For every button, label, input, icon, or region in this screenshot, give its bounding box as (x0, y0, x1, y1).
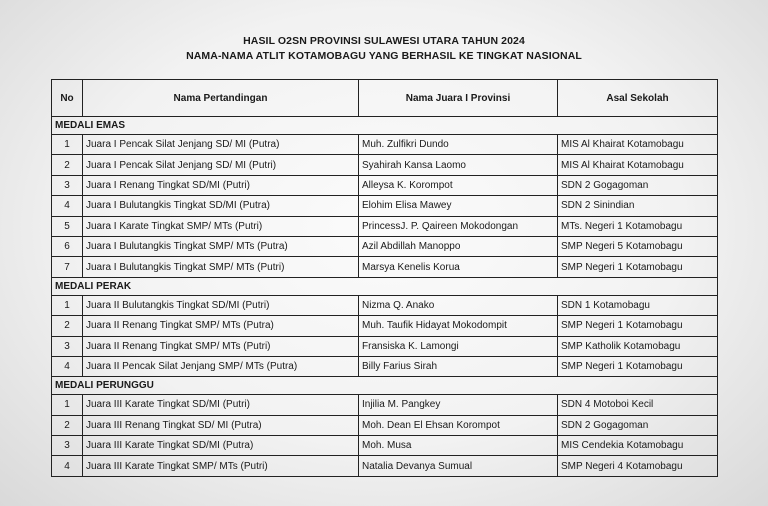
cell-event: Juara II Pencak Silat Jenjang SMP/ MTs (Putra) (83, 356, 359, 376)
cell-no: 1 (52, 295, 83, 315)
cell-no: 1 (52, 395, 83, 415)
document-subtitle: NAMA-NAMA ATLIT KOTAMOBAGU YANG BERHASIL KE TINGKAT NASIONAL (186, 50, 582, 62)
results-table (51, 79, 718, 477)
cell-event: Juara III Renang Tingkat SD/ MI (Putra) (83, 415, 359, 435)
cell-event: Juara I Pencak Silat Jenjang SD/ MI (Putra) (83, 135, 359, 155)
section-row (52, 377, 718, 395)
table-row (52, 395, 718, 415)
cell-no: 4 (52, 456, 83, 476)
cell-winner: Elohim Elisa Mawey (359, 196, 558, 216)
table-row (52, 135, 718, 155)
cell-event: Juara I Karate Tingkat SMP/ MTs (Putri) (83, 216, 359, 236)
table-header-row (52, 80, 718, 117)
cell-school: MIS Al Khairat Kotamobagu (558, 135, 718, 155)
cell-school: SDN 2 Sinindian (558, 196, 718, 216)
cell-school: MTs. Negeri 1 Kotamobagu (558, 216, 718, 236)
cell-winner: Muh. Zulfikri Dundo (359, 135, 558, 155)
table-row (52, 295, 718, 315)
cell-no: 3 (52, 336, 83, 356)
cell-school: SDN 1 Kotamobagu (558, 295, 718, 315)
table-row (52, 415, 718, 435)
document-title: HASIL O2SN PROVINSI SULAWESI UTARA TAHUN 2024 (243, 35, 525, 47)
cell-school: MIS Al Khairat Kotamobagu (558, 155, 718, 175)
cell-no: 3 (52, 436, 83, 456)
cell-winner: Fransiska K. Lamongi (359, 336, 558, 356)
cell-winner: Marsya Kenelis Korua (359, 257, 558, 277)
section-label: MEDALI EMAS (52, 117, 718, 135)
cell-event: Juara I Pencak Silat Jenjang SD/ MI (Putri) (83, 155, 359, 175)
cell-no: 2 (52, 155, 83, 175)
cell-school: SMP Negeri 4 Kotamobagu (558, 456, 718, 476)
cell-event: Juara I Bulutangkis Tingkat SMP/ MTs (Putri) (83, 257, 359, 277)
table-row (52, 436, 718, 456)
cell-winner: Billy Farius Sirah (359, 356, 558, 376)
cell-event: Juara III Karate Tingkat SMP/ MTs (Putri) (83, 456, 359, 476)
cell-winner: Alleysa K. Korompot (359, 175, 558, 195)
cell-winner: Moh. Dean El Ehsan Korompot (359, 415, 558, 435)
table-row (52, 336, 718, 356)
cell-event: Juara I Bulutangkis Tingkat SD/MI (Putra) (83, 196, 359, 216)
cell-event: Juara II Renang Tingkat SMP/ MTs (Putra) (83, 316, 359, 336)
header-event: Nama Pertandingan (83, 80, 359, 117)
section-row (52, 117, 718, 135)
header-school: Asal Sekolah (558, 80, 718, 117)
cell-no: 6 (52, 236, 83, 256)
table-row (52, 216, 718, 236)
section-label: MEDALI PERAK (52, 277, 718, 295)
table-row (52, 456, 718, 476)
cell-event: Juara II Bulutangkis Tingkat SD/MI (Putri) (83, 295, 359, 315)
cell-no: 3 (52, 175, 83, 195)
table-row (52, 155, 718, 175)
section-row (52, 277, 718, 295)
cell-no: 7 (52, 257, 83, 277)
cell-winner: PrincessJ. P. Qaireen Mokodongan (359, 216, 558, 236)
cell-winner: Syahirah Kansa Laomo (359, 155, 558, 175)
section-label: MEDALI PERUNGGU (52, 377, 718, 395)
table-row (52, 316, 718, 336)
cell-school: MIS Cendekia Kotamobagu (558, 436, 718, 456)
cell-winner: Moh. Musa (359, 436, 558, 456)
table-body (52, 117, 718, 477)
cell-no: 5 (52, 216, 83, 236)
cell-no: 4 (52, 356, 83, 376)
cell-school: SMP Katholik Kotamobagu (558, 336, 718, 356)
cell-no: 1 (52, 135, 83, 155)
cell-no: 2 (52, 415, 83, 435)
table-row (52, 236, 718, 256)
cell-event: Juara I Renang Tingkat SD/MI (Putri) (83, 175, 359, 195)
cell-no: 2 (52, 316, 83, 336)
cell-winner: Nizma Q. Anako (359, 295, 558, 315)
cell-event: Juara III Karate Tingkat SD/MI (Putri) (83, 395, 359, 415)
table-row (52, 257, 718, 277)
cell-event: Juara III Karate Tingkat SD/MI (Putra) (83, 436, 359, 456)
table-row (52, 196, 718, 216)
table-row (52, 175, 718, 195)
cell-school: SDN 2 Gogagoman (558, 175, 718, 195)
cell-school: SMP Negeri 1 Kotamobagu (558, 356, 718, 376)
cell-winner: Azil Abdillah Manoppo (359, 236, 558, 256)
table-row (52, 356, 718, 376)
cell-school: SMP Negeri 1 Kotamobagu (558, 257, 718, 277)
cell-event: Juara I Bulutangkis Tingkat SMP/ MTs (Putra) (83, 236, 359, 256)
cell-school: SDN 4 Motoboi Kecil (558, 395, 718, 415)
cell-school: SMP Negeri 1 Kotamobagu (558, 316, 718, 336)
cell-school: SMP Negeri 5 Kotamobagu (558, 236, 718, 256)
cell-school: SDN 2 Gogagoman (558, 415, 718, 435)
cell-winner: Natalia Devanya Sumual (359, 456, 558, 476)
cell-no: 4 (52, 196, 83, 216)
header-winner: Nama Juara I Provinsi (359, 80, 558, 117)
cell-winner: Injilia M. Pangkey (359, 395, 558, 415)
cell-event: Juara II Renang Tingkat SMP/ MTs (Putri) (83, 336, 359, 356)
cell-winner: Muh. Taufik Hidayat Mokodompit (359, 316, 558, 336)
header-no: No (52, 80, 83, 117)
